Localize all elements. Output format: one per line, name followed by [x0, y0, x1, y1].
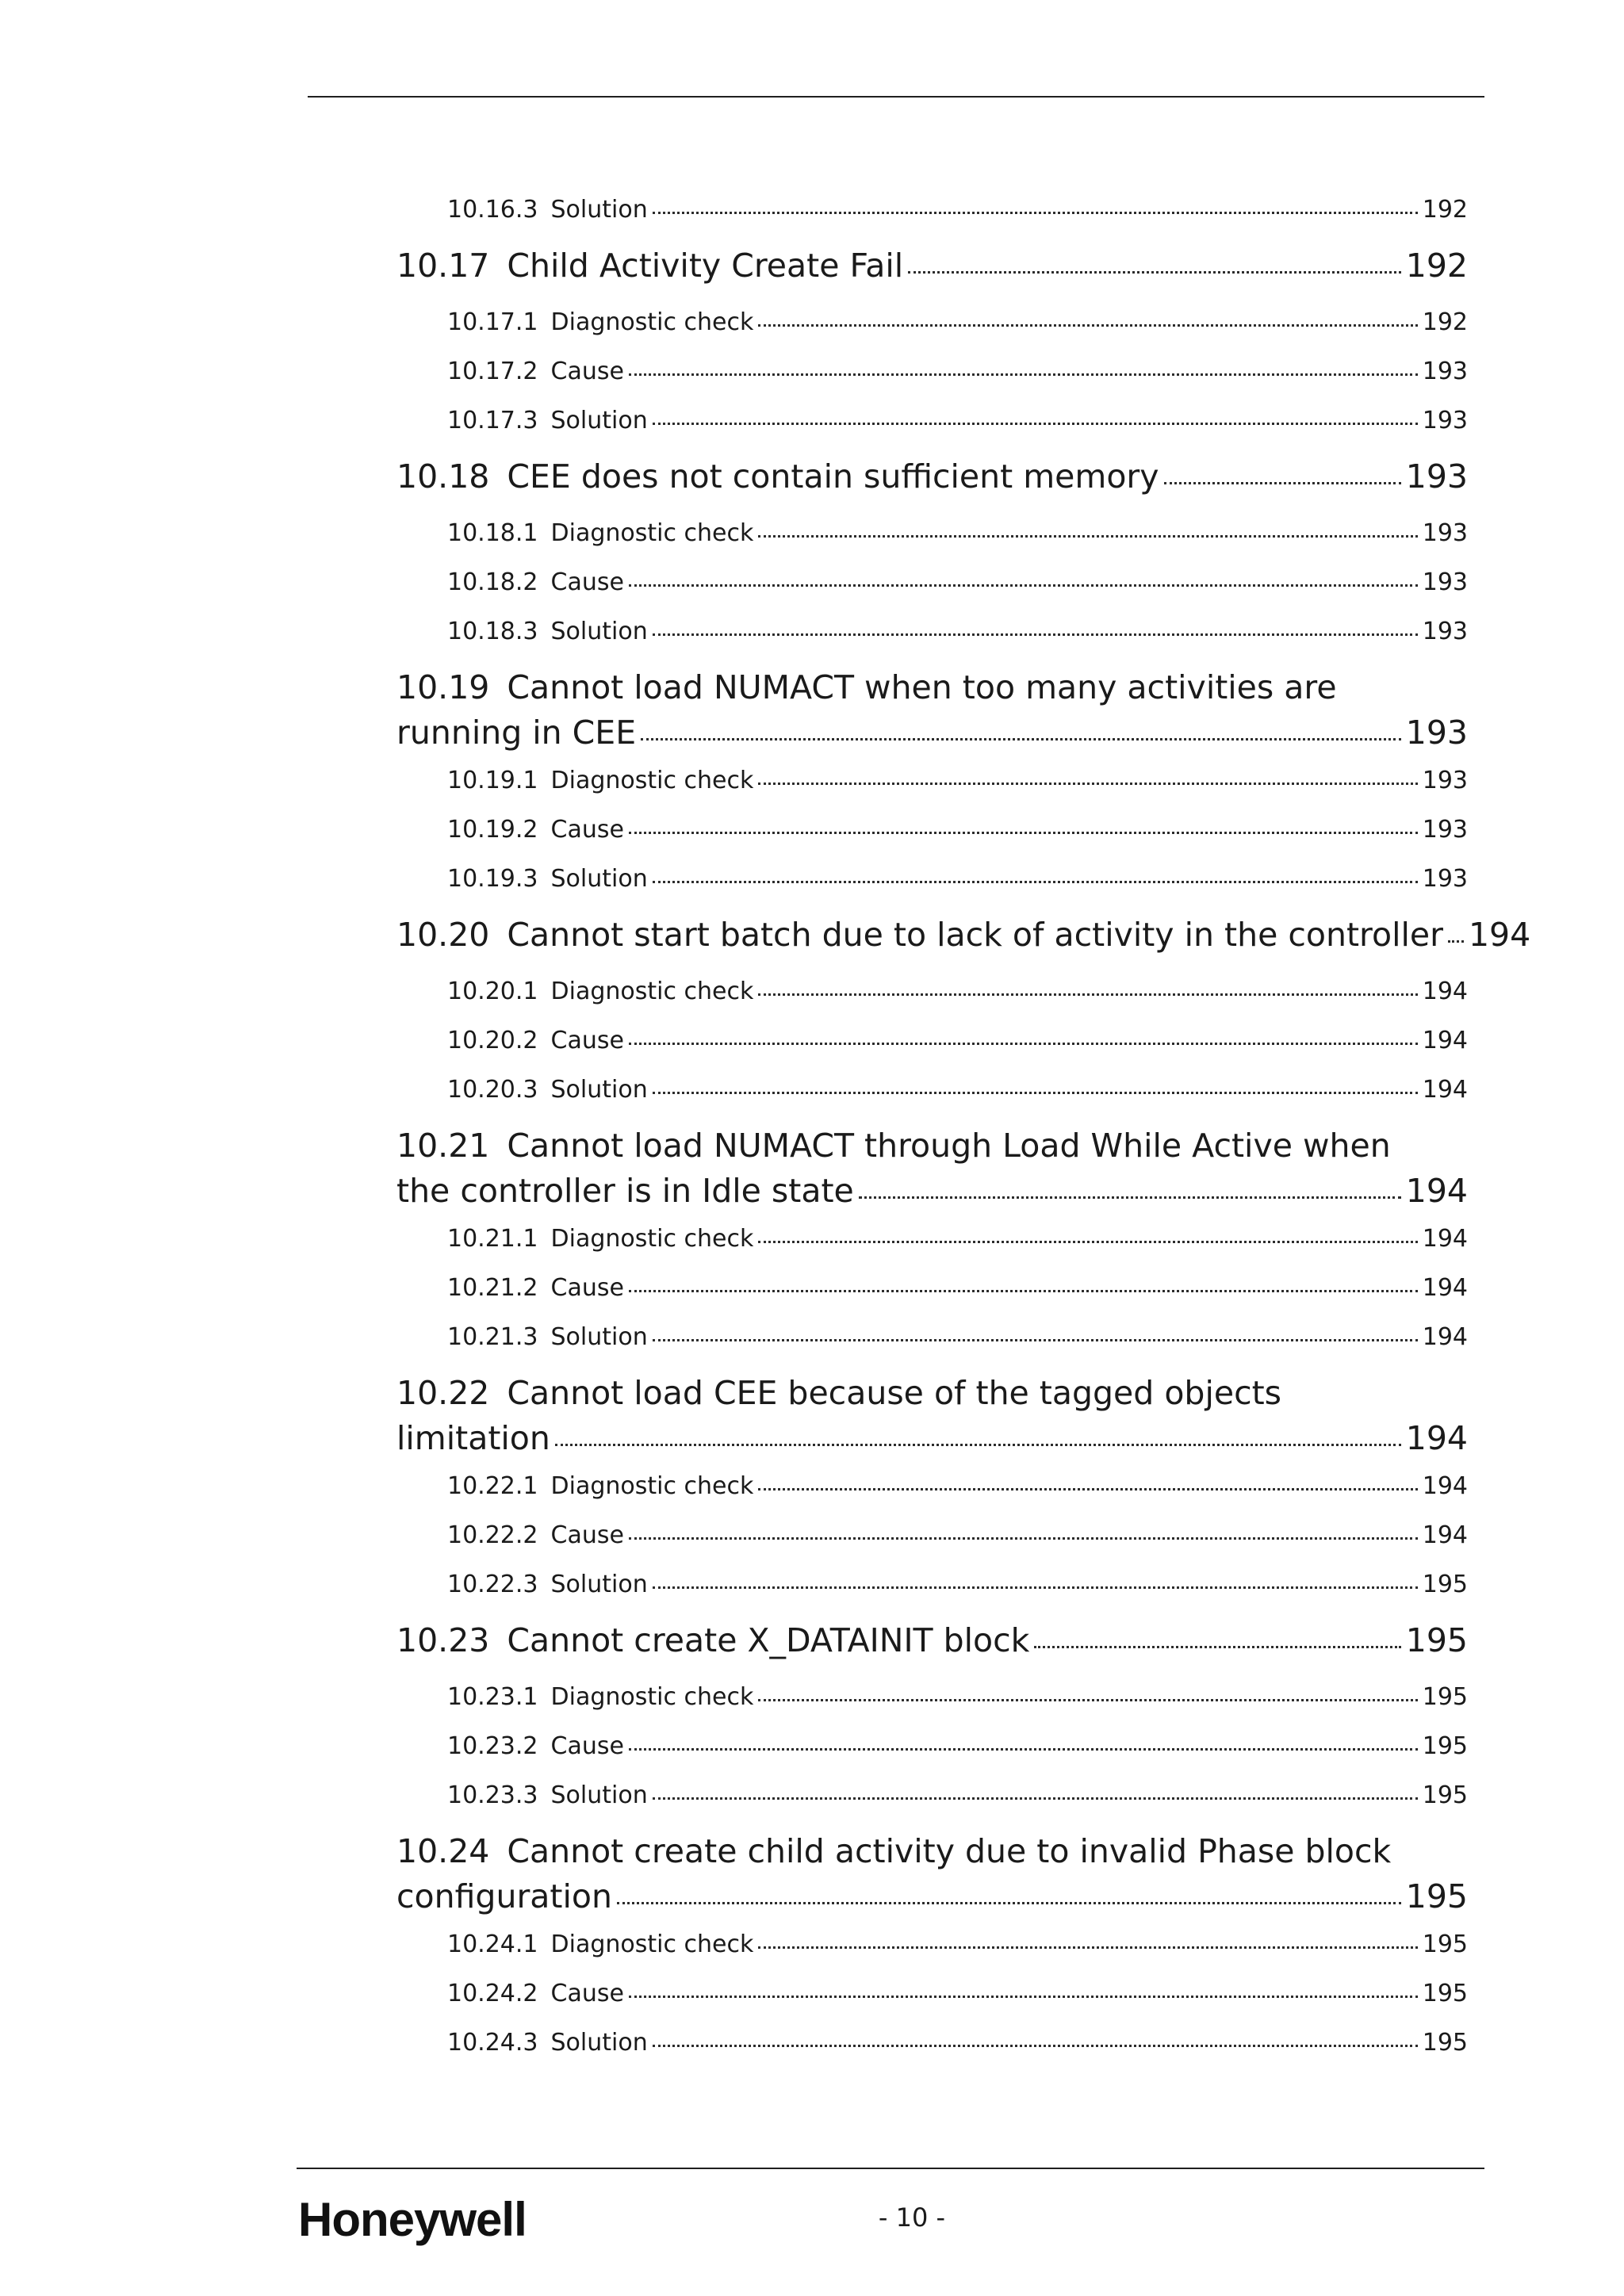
toc-subheading[interactable] — [447, 308, 1468, 336]
toc-number: 10.21 — [396, 1127, 490, 1165]
toc-title: Solution — [550, 865, 648, 893]
toc-page-number: 193 — [1422, 358, 1468, 385]
toc-page-number: 194 — [1422, 1225, 1468, 1253]
toc-number: 10.21.1 — [447, 1225, 538, 1253]
toc-title-continued: configuration — [396, 1877, 612, 1915]
honeywell-logo: Honeywell — [298, 2193, 527, 2246]
toc-leader-dots — [629, 1748, 1418, 1751]
toc-heading[interactable] — [396, 1832, 1468, 1915]
toc-page-number: 193 — [1405, 457, 1468, 496]
toc-leader-dots — [629, 1537, 1418, 1540]
toc-leader-dots — [758, 783, 1417, 785]
toc-subheading[interactable] — [447, 2029, 1468, 2057]
toc-page-number: 193 — [1422, 568, 1468, 596]
toc-number: 10.22.2 — [447, 1521, 538, 1549]
toc-number: 10.17.2 — [447, 358, 538, 385]
toc-title: Solution — [550, 1323, 648, 1351]
toc-leader-dots — [758, 1699, 1417, 1701]
toc-subheading[interactable] — [447, 1521, 1468, 1549]
toc-subheading[interactable] — [447, 407, 1468, 434]
toc-page-number: 195 — [1422, 1931, 1468, 1958]
toc-page-number: 195 — [1405, 1877, 1468, 1915]
toc-page-number: 195 — [1422, 1683, 1468, 1711]
toc-leader-dots — [617, 1902, 1401, 1904]
toc-page-number: 194 — [1422, 1521, 1468, 1549]
toc-title: Diagnostic check — [550, 308, 754, 336]
toc-leader-dots — [629, 832, 1418, 834]
toc-title: Diagnostic check — [550, 767, 754, 794]
toc-title: Solution — [550, 618, 648, 645]
toc-leader-dots — [1448, 940, 1464, 943]
toc-title: Diagnostic check — [550, 1931, 754, 1958]
toc-number: 10.22.1 — [447, 1472, 538, 1500]
toc-number: 10.18.1 — [447, 519, 538, 547]
toc-page-number: 194 — [1405, 1172, 1468, 1210]
toc-subheading[interactable] — [447, 358, 1468, 385]
toc-subheading[interactable] — [447, 519, 1468, 547]
toc-title: Cannot create child activity due to invalid Phase block — [507, 1832, 1392, 1870]
toc-title: Cause — [550, 1274, 624, 1302]
toc-title: Cannot create X_DATAINIT block — [507, 1621, 1030, 1659]
toc-leader-dots — [629, 373, 1418, 376]
toc-number: 10.17.3 — [447, 407, 538, 434]
toc-page-number: 193 — [1405, 714, 1468, 752]
toc-title: Cannot start batch due to lack of activity in the controller — [507, 916, 1443, 954]
toc-subheading[interactable] — [447, 1732, 1468, 1760]
toc-number: 10.20.2 — [447, 1027, 538, 1054]
toc-page-number: 192 — [1405, 247, 1468, 285]
toc-title: Child Activity Create Fail — [507, 247, 904, 285]
toc-number: 10.23 — [396, 1621, 490, 1659]
toc-leader-dots — [653, 423, 1418, 425]
toc-leader-dots — [629, 1996, 1418, 1998]
toc-number: 10.20.1 — [447, 978, 538, 1005]
toc-leader-dots — [629, 584, 1418, 587]
toc-page-number: 192 — [1422, 308, 1468, 336]
toc-subheading[interactable] — [447, 1323, 1468, 1351]
toc-page-number: 195 — [1405, 1621, 1468, 1659]
toc-leader-dots — [653, 2045, 1418, 2047]
toc-title: Solution — [550, 1571, 648, 1598]
toc-number: 10.24.1 — [447, 1931, 538, 1958]
toc-page-number: 194 — [1405, 1419, 1468, 1457]
toc-number: 10.20.3 — [447, 1076, 538, 1104]
toc-title: Solution — [550, 1076, 648, 1104]
toc-leader-dots — [758, 1241, 1417, 1243]
toc-leader-dots — [653, 881, 1418, 883]
toc-subheading[interactable] — [447, 865, 1468, 893]
toc-page-number: 194 — [1422, 1027, 1468, 1054]
toc-leader-dots — [1164, 482, 1401, 484]
footer-rule — [297, 2168, 1484, 2169]
toc-number: 10.20 — [396, 916, 490, 954]
toc-subheading[interactable] — [447, 1027, 1468, 1054]
toc-leader-dots — [859, 1196, 1401, 1199]
toc-number: 10.24 — [396, 1832, 490, 1870]
toc-page-number: 194 — [1422, 1323, 1468, 1351]
toc-page-number: 193 — [1422, 865, 1468, 893]
toc-title: Cannot load CEE because of the tagged objects — [507, 1374, 1282, 1412]
toc-heading[interactable] — [396, 668, 1468, 752]
toc-subheading[interactable] — [447, 978, 1468, 1005]
toc-leader-dots — [629, 1290, 1418, 1292]
toc-title: Cause — [550, 1521, 624, 1549]
toc-number: 10.18 — [396, 457, 490, 496]
toc-leader-dots — [758, 993, 1417, 996]
toc-leader-dots — [758, 324, 1417, 327]
toc-leader-dots — [653, 633, 1418, 636]
toc-title: Cannot load NUMACT when too many activities are — [507, 668, 1337, 706]
toc-title-continued: the controller is in Idle state — [396, 1172, 854, 1210]
toc-leader-dots — [653, 1586, 1418, 1589]
toc-title: Cannot load NUMACT through Load While Active when — [507, 1127, 1391, 1165]
toc-title: Cause — [550, 1980, 624, 2007]
toc-number: 10.21.3 — [447, 1323, 538, 1351]
toc-page-number: 195 — [1422, 1571, 1468, 1598]
toc-page-number: 194 — [1422, 978, 1468, 1005]
toc-heading[interactable] — [396, 247, 1468, 285]
toc-leader-dots — [758, 1946, 1417, 1949]
toc-title-continued: limitation — [396, 1419, 550, 1457]
toc-page-number: 194 — [1422, 1274, 1468, 1302]
toc-page-number: 194 — [1422, 1076, 1468, 1104]
toc-page-number: 193 — [1422, 767, 1468, 794]
toc-number: 10.19.2 — [447, 816, 538, 844]
toc-subheading[interactable] — [447, 196, 1468, 224]
toc-title: Solution — [550, 196, 648, 224]
toc-page-number: 194 — [1422, 1472, 1468, 1500]
toc-leader-dots — [908, 271, 1401, 274]
toc-subheading[interactable] — [447, 1931, 1468, 1958]
toc-leader-dots — [555, 1444, 1401, 1446]
toc-number: 10.22 — [396, 1374, 490, 1412]
toc-title: Diagnostic check — [550, 1472, 754, 1500]
toc-title: Cause — [550, 1027, 624, 1054]
toc-number: 10.24.3 — [447, 2029, 538, 2057]
toc-page-number: 195 — [1422, 1732, 1468, 1760]
toc-number: 10.16.3 — [447, 196, 538, 224]
toc-title: Cause — [550, 1732, 624, 1760]
toc-title: Cause — [550, 568, 624, 596]
toc-leader-dots — [653, 212, 1418, 214]
toc-page-number: 193 — [1422, 618, 1468, 645]
toc-page-number: 195 — [1422, 1980, 1468, 2007]
toc-page-number: 192 — [1422, 196, 1468, 224]
toc-subheading[interactable] — [447, 1571, 1468, 1598]
toc-heading[interactable] — [396, 457, 1468, 496]
toc-subheading[interactable] — [447, 1274, 1468, 1302]
toc-title: Cause — [550, 358, 624, 385]
toc-heading[interactable] — [396, 916, 1531, 954]
toc-number: 10.17 — [396, 247, 490, 285]
toc-number: 10.19 — [396, 668, 490, 706]
toc-title: Diagnostic check — [550, 519, 754, 547]
toc-subheading[interactable] — [447, 1683, 1468, 1711]
toc-number: 10.17.1 — [447, 308, 538, 336]
toc-number: 10.23.2 — [447, 1732, 538, 1760]
toc-title: Solution — [550, 2029, 648, 2057]
toc-title: Solution — [550, 1781, 648, 1809]
toc-number: 10.22.3 — [447, 1571, 538, 1598]
toc-number: 10.19.3 — [447, 865, 538, 893]
toc-leader-dots — [641, 738, 1401, 740]
toc-leader-dots — [653, 1797, 1418, 1800]
toc-leader-dots — [758, 1488, 1417, 1490]
toc-number: 10.18.3 — [447, 618, 538, 645]
toc-subheading[interactable] — [447, 1225, 1468, 1253]
toc-subheading[interactable] — [447, 1076, 1468, 1104]
toc-page-number: 194 — [1468, 916, 1531, 954]
toc-subheading[interactable] — [447, 1781, 1468, 1809]
toc-subheading[interactable] — [447, 1472, 1468, 1500]
toc-title: Diagnostic check — [550, 1225, 754, 1253]
toc-page-number: 195 — [1422, 1781, 1468, 1809]
toc-page-number: 193 — [1422, 407, 1468, 434]
toc-heading[interactable] — [396, 1127, 1468, 1210]
toc-subheading[interactable] — [447, 1980, 1468, 2007]
toc-page-number: 193 — [1422, 519, 1468, 547]
toc-heading[interactable] — [396, 1374, 1468, 1457]
toc-title: Diagnostic check — [550, 1683, 754, 1711]
toc-title: Diagnostic check — [550, 978, 754, 1005]
toc-number: 10.19.1 — [447, 767, 538, 794]
page-number: - 10 - — [878, 2202, 946, 2233]
toc-number: 10.18.2 — [447, 568, 538, 596]
toc-heading[interactable] — [396, 1621, 1468, 1659]
toc-leader-dots — [1034, 1646, 1400, 1648]
toc-title-continued: running in CEE — [396, 714, 637, 752]
toc-subheading[interactable] — [447, 568, 1468, 596]
toc-page-number: 193 — [1422, 816, 1468, 844]
toc-subheading[interactable] — [447, 816, 1468, 844]
toc-leader-dots — [653, 1339, 1418, 1341]
toc-number: 10.24.2 — [447, 1980, 538, 2007]
toc-title: CEE does not contain sufficient memory — [507, 457, 1159, 496]
toc-page-number: 195 — [1422, 2029, 1468, 2057]
toc-subheading[interactable] — [447, 618, 1468, 645]
toc-number: 10.21.2 — [447, 1274, 538, 1302]
toc-leader-dots — [653, 1092, 1418, 1094]
toc-number: 10.23.3 — [447, 1781, 538, 1809]
toc-title: Solution — [550, 407, 648, 434]
toc-leader-dots — [629, 1043, 1418, 1045]
toc-subheading[interactable] — [447, 767, 1468, 794]
toc-leader-dots — [758, 535, 1417, 538]
toc-title: Cause — [550, 816, 624, 844]
toc-number: 10.23.1 — [447, 1683, 538, 1711]
